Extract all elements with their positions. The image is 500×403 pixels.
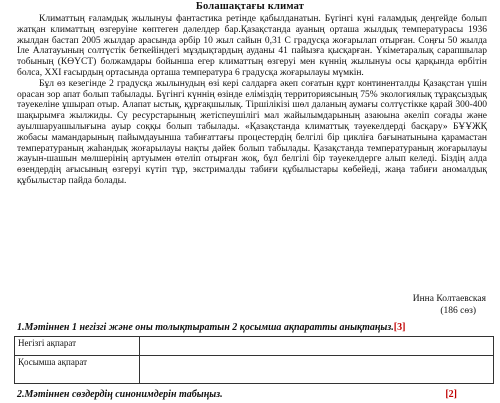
article-signature xyxy=(413,294,486,317)
question-1-mark: [3] xyxy=(393,322,406,333)
table-row xyxy=(15,337,494,356)
article-paragraph: Климаттың ғаламдық жылынуы фантастика ретінде қабылданатын. Бүгінгі күні ғаламдық деңгейде болып жатқан климаттың өзгеруіне көптеген дәлелдер бар.Қазақстанда ауаның орташа жылдық температурасы 1936 жылдан бастап 2005 жылдар арасында әрбір 10 жыл сайын 0,31 С градусқа жоғарылап отырған. Соңғы 50 жылда Іле Алатауының солтүстік беткейіндегі мұздықтардың ауданы 41 пайызға қысқарған. Үкіметаралық сарапшылар тобының (КӨҮСТ) болжамдары бойынша егер климаттың өзгеруі мен күннің жылынуы осы қарқында өрбітін болса, XXI ғасырдың ортасында орташа температура 6 градусқа жоғарылауы мүмкін. xyxy=(17,14,487,78)
table-row xyxy=(15,356,494,384)
main-info-label: Негізгі ақпарат xyxy=(15,337,140,356)
article-paragraph: Бұл өз кезегінде 2 градусқа жылынудың өзі кері салдарға әкеп соғатын құрт континенталды Қазақстан үшін орасан зор апат болып табылады. Бүгінгі күннің өзінде еліміздің территориясының 75% экологиялық тұрақсыздық тәуекеліне ұшырап отыр. Алапат ыстық, құрғақшылық. Тіршілікізі шөл даланың аумағы солтүстікке қарай 300-400 шақырымға жылжиды. Су ресурстарының жетіспеушілігі мал жайылымдарының азаюына әкеліп соғады және ауылшаруашылығына ауыр соққы болып табылады. «Қазақстанда климаттық тәуекелдерді басқару» БҰҰЖҚ жобасы мамандарының пайымдауынша табиғаттағы процестердің белгілі бір цикліға бағынатынына қарамастан температураның жаһандық жоғарылауы нақты дәйек болып табылады. Қазақстанда температураның жоғарылауы жауын-шашын мөлшерінің артуымен өтеліп отырған жоқ, бұл белгілі бір тәуекелдерге алып келеді. Біздің алда өзендердің ағысының өзгеруі күтіп тұр, экстрималды табиғи құбылыстары көбейеді, жаңа табиғи аномалдық құбылыстар пайда болады. xyxy=(17,78,487,186)
question-2 xyxy=(17,389,487,401)
question-2-mark: [2] xyxy=(445,389,457,400)
additional-info-answer-cell[interactable] xyxy=(140,356,494,384)
question-1-text: 1.Мәтіннен 1 негізгі және оны толықтыратын 2 қосымша ақпаратты анықтаңыз. xyxy=(17,322,394,333)
article-body xyxy=(17,14,487,187)
document-title: Болашақтағы климат xyxy=(195,1,305,12)
question-1 xyxy=(17,322,487,334)
additional-info-label: Қосымша ақпарат xyxy=(15,356,140,384)
author-name: Инна Колтаевская xyxy=(412,294,486,304)
question-2-text: 2.Мәтіннен сөздердің синонимдерін табыңыз. xyxy=(17,389,223,400)
main-info-answer-cell[interactable] xyxy=(140,337,494,356)
word-count: (186 сөз) xyxy=(440,305,476,316)
answer-table xyxy=(14,336,494,384)
